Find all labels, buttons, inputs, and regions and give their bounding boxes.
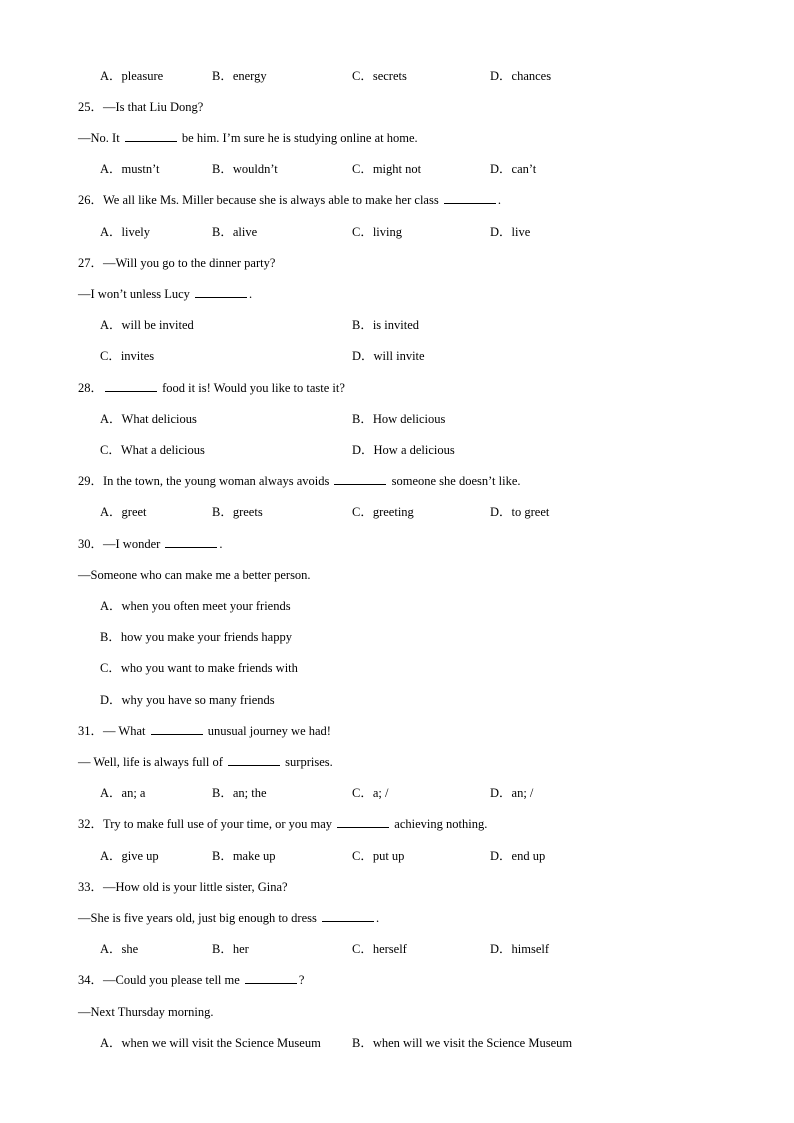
question-line	[78, 754, 333, 770]
answer-option: A．when you often meet your friends	[100, 599, 291, 613]
question-line	[78, 99, 203, 115]
question-line	[78, 910, 379, 926]
answer-option: C．herself	[352, 942, 407, 956]
question-text: —I won’t unless Lucy	[78, 287, 194, 301]
question-line	[78, 723, 331, 739]
question-text: .	[219, 537, 223, 551]
answer-blank	[165, 536, 217, 548]
answer-option: C．invites	[100, 349, 155, 363]
answer-option: C．might not	[352, 162, 422, 176]
question-text: someone she doesn’t like.	[388, 474, 521, 488]
question-text: be him. I’m sure he is studying online at home.	[178, 131, 418, 145]
question-text: — Well, life is always full of	[78, 755, 227, 769]
question-text: ?	[298, 973, 305, 987]
answer-option: A．give up	[100, 849, 159, 863]
answer-option: C．a; /	[352, 786, 389, 800]
question-text: .	[497, 193, 501, 207]
question-text: 30．—I wonder	[78, 537, 164, 551]
answer-option: D．live	[490, 225, 531, 239]
answer-blank	[245, 972, 297, 984]
question-text: 26．We all like Ms. Miller because she is always able to make her class	[78, 193, 442, 207]
answer-option: D．why you have so many friends	[100, 693, 275, 707]
answer-option: D．can’t	[490, 162, 537, 176]
answer-blank	[444, 192, 496, 204]
answer-option: B．alive	[212, 225, 258, 239]
question-line	[78, 380, 345, 396]
question-text: food it is! Would you like to taste it?	[159, 381, 345, 395]
answer-option: B．is invited	[352, 318, 420, 332]
answer-option: D．to greet	[490, 505, 550, 519]
question-text: 32．Try to make full use of your time, or you may	[78, 817, 336, 831]
answer-option: B．when will we visit the Science Museum	[352, 1036, 573, 1050]
answer-option: D．How a delicious	[352, 443, 455, 457]
question-text: 28．	[78, 381, 104, 395]
question-line	[78, 1004, 214, 1020]
question-line	[78, 972, 304, 988]
answer-option: C．put up	[352, 849, 405, 863]
question-text: —No. It	[78, 131, 123, 145]
answer-option: D．chances	[490, 69, 552, 83]
question-text: achieving nothing.	[391, 817, 488, 831]
answer-blank	[322, 910, 374, 922]
answer-option: C．secrets	[352, 69, 407, 83]
question-line	[78, 255, 275, 271]
answer-option: D．himself	[490, 942, 550, 956]
answer-option: D．will invite	[352, 349, 425, 363]
question-line	[78, 130, 418, 146]
answer-option: A．will be invited	[100, 318, 194, 332]
answer-option: B．an; the	[212, 786, 267, 800]
answer-blank	[151, 723, 203, 735]
question-text: —Someone who can make me a better person.	[78, 568, 311, 582]
question-line	[78, 286, 252, 302]
answer-option: D．end up	[490, 849, 546, 863]
answer-blank	[337, 816, 389, 828]
answer-option: C．greeting	[352, 505, 414, 519]
question-line	[78, 816, 487, 832]
answer-option: D．an; /	[490, 786, 534, 800]
question-text: 29．In the town, the young woman always avoids	[78, 474, 333, 488]
answer-option: B．greets	[212, 505, 263, 519]
question-text: 25．—Is that Liu Dong?	[78, 100, 204, 114]
answer-option: B．How delicious	[352, 412, 446, 426]
question-line	[78, 879, 288, 895]
question-text: unusual journey we had!	[204, 724, 331, 738]
answer-option: B．her	[212, 942, 249, 956]
answer-blank	[105, 380, 157, 392]
answer-option: A．greet	[100, 505, 147, 519]
answer-option: A．pleasure	[100, 69, 164, 83]
question-line	[78, 536, 223, 552]
answer-option: B．energy	[212, 69, 267, 83]
question-text: —Next Thursday morning.	[78, 1005, 214, 1019]
question-text: .	[249, 287, 253, 301]
answer-blank	[125, 130, 177, 142]
answer-option: A．an; a	[100, 786, 146, 800]
answer-option: A．lively	[100, 225, 150, 239]
answer-option: A．What delicious	[100, 412, 197, 426]
question-line	[78, 192, 501, 208]
question-text: 34．—Could you please tell me	[78, 973, 243, 987]
answer-option: A．mustn’t	[100, 162, 160, 176]
question-text: 27．—Will you go to the dinner party?	[78, 256, 276, 270]
question-text: —She is five years old, just big enough to dress	[78, 911, 320, 925]
question-text: 33．—How old is your little sister, Gina?	[78, 880, 288, 894]
answer-option: B．wouldn’t	[212, 162, 278, 176]
question-line	[78, 567, 311, 583]
answer-option: B．make up	[212, 849, 276, 863]
answer-option: A．when we will visit the Science Museum	[100, 1036, 321, 1050]
answer-option: C．living	[352, 225, 403, 239]
answer-option: C．who you want to make friends with	[100, 661, 298, 675]
answer-option: B．how you make your friends happy	[100, 630, 292, 644]
question-text: surprises.	[282, 755, 333, 769]
answer-option: C．What a delicious	[100, 443, 205, 457]
answer-blank	[228, 754, 280, 766]
question-line	[78, 473, 521, 489]
answer-option: A．she	[100, 942, 139, 956]
question-text: .	[376, 911, 380, 925]
answer-blank	[334, 473, 386, 485]
answer-blank	[195, 286, 247, 298]
question-text: 31．— What	[78, 724, 149, 738]
